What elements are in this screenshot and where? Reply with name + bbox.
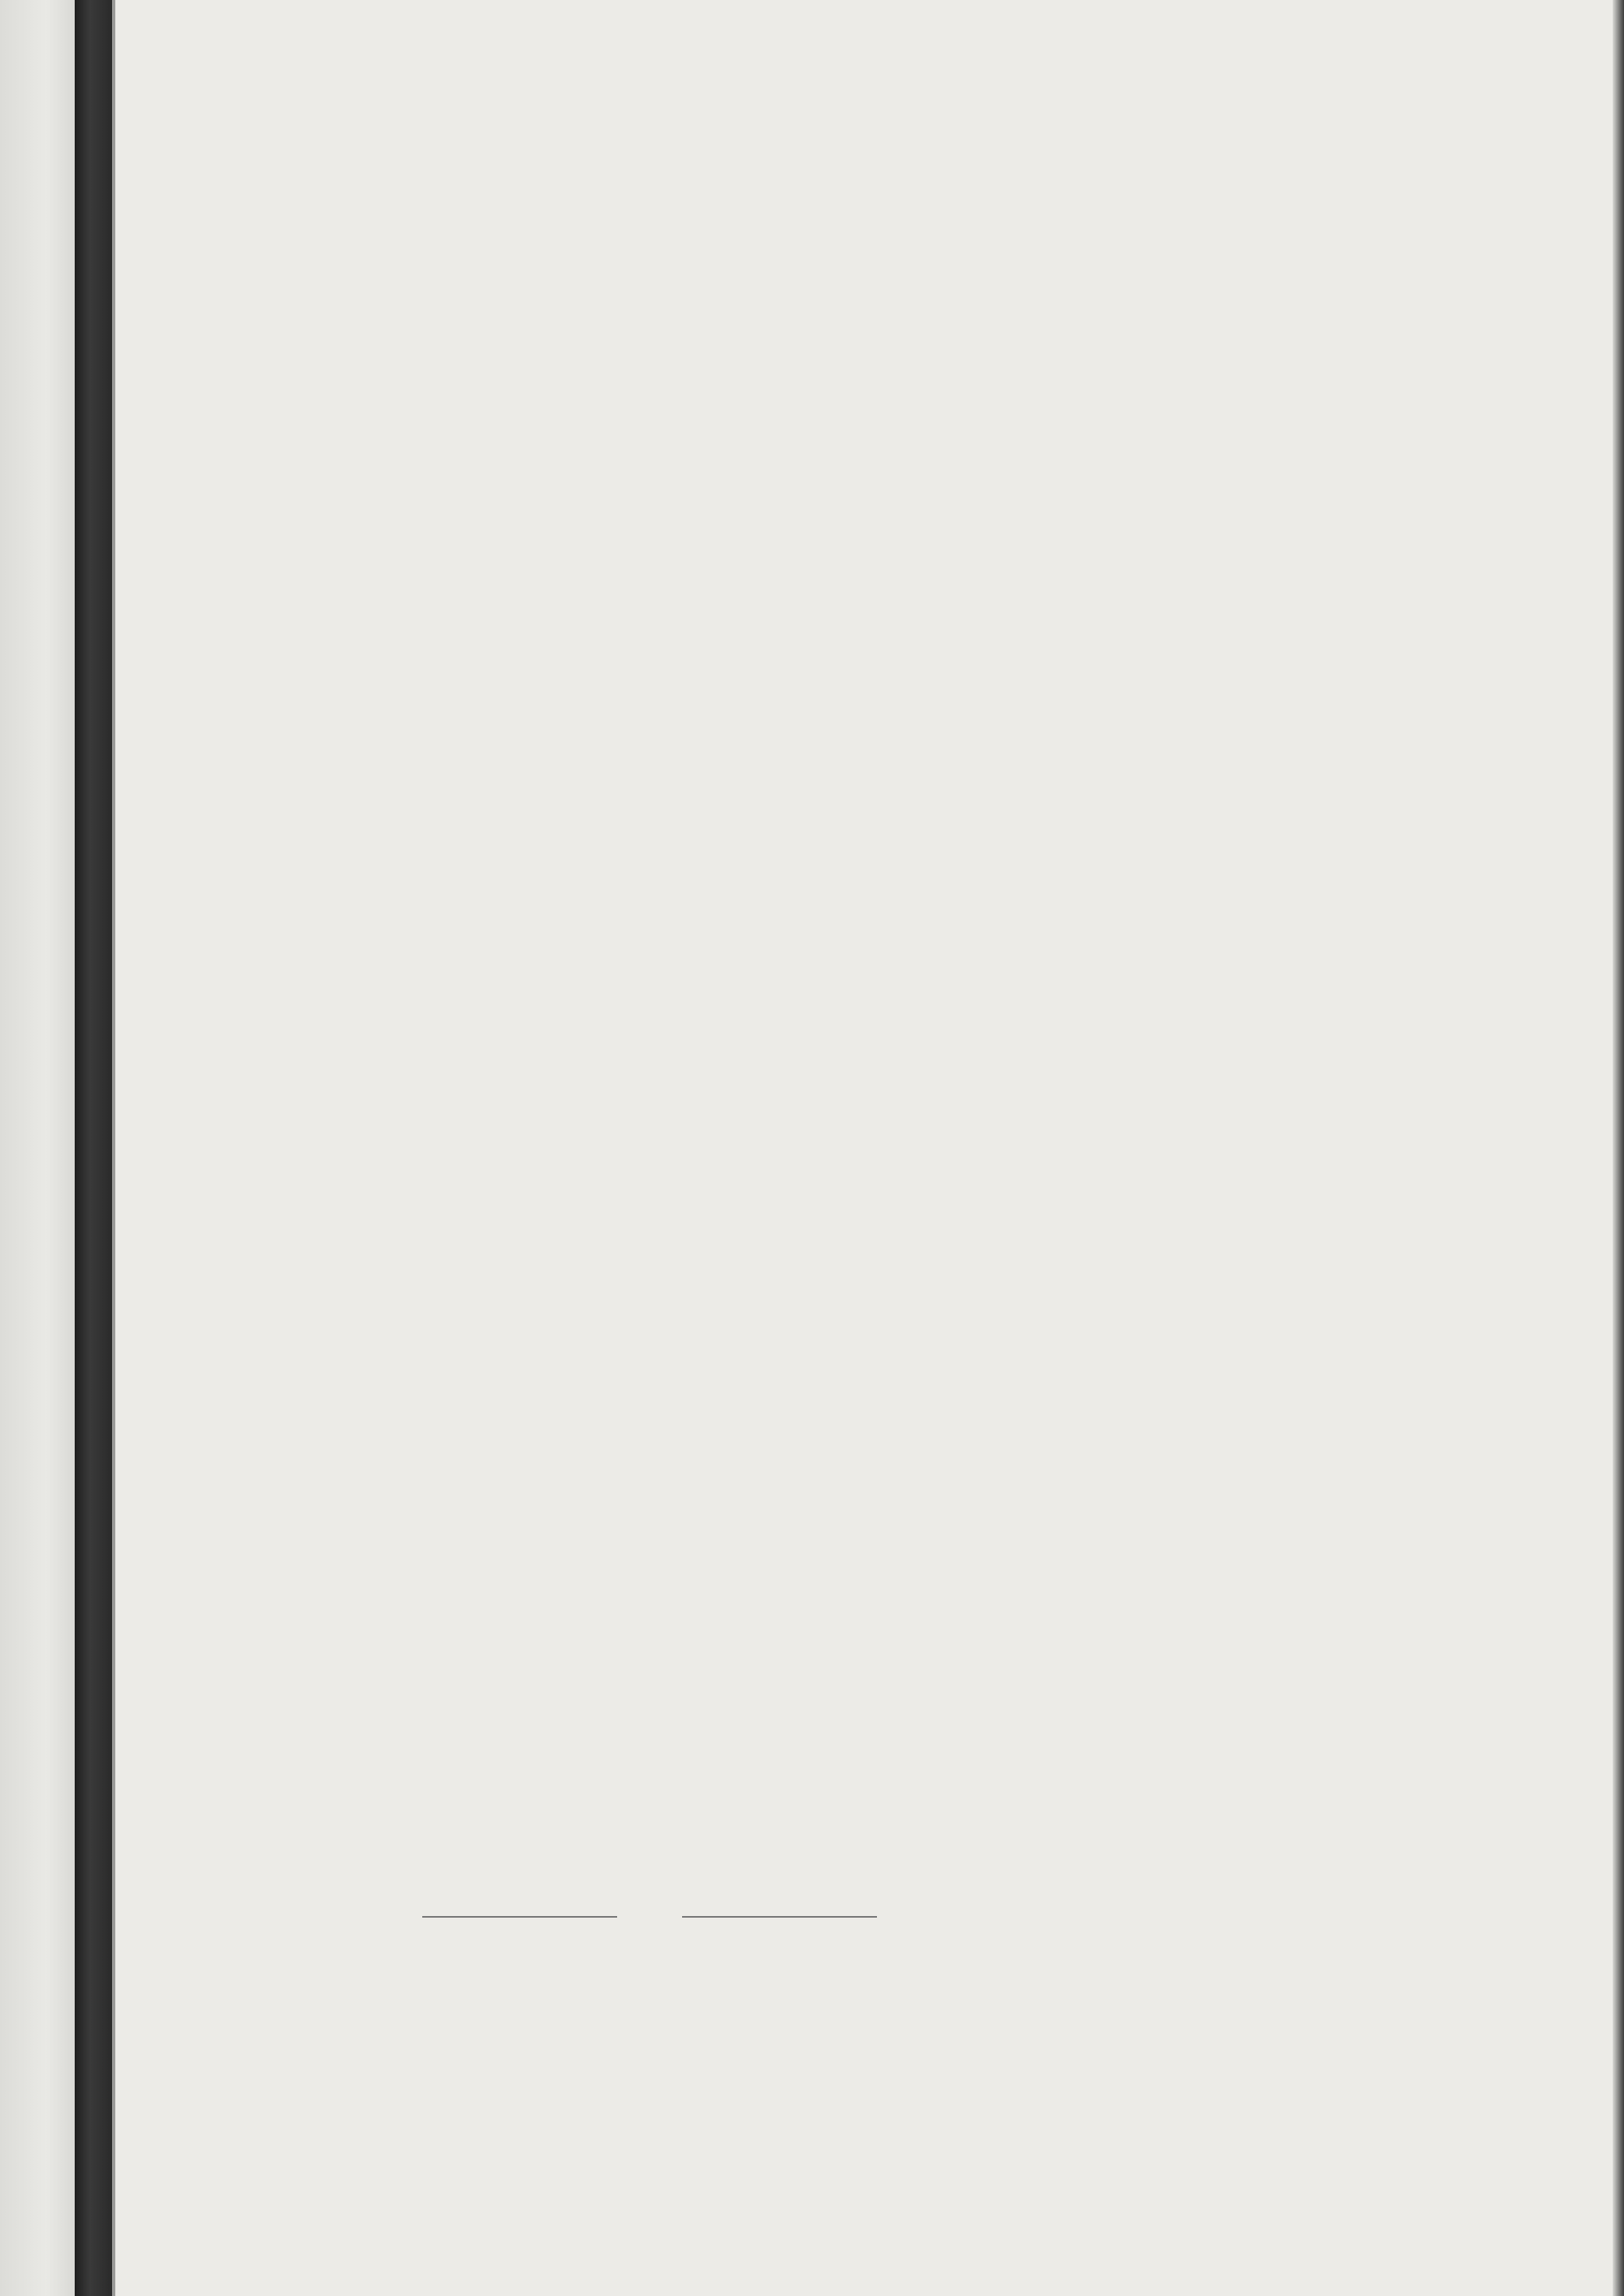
spine-edge bbox=[112, 0, 115, 2296]
ornament-rule-right bbox=[682, 1916, 877, 1918]
ornament-rule-left bbox=[422, 1916, 617, 1918]
running-head bbox=[154, 81, 1478, 130]
book-spine-shadow bbox=[75, 0, 112, 2296]
right-page-edge bbox=[1613, 0, 1624, 2296]
end-ornament bbox=[422, 1906, 877, 1927]
page bbox=[154, 81, 1478, 159]
scan-left-margin bbox=[0, 0, 77, 2296]
